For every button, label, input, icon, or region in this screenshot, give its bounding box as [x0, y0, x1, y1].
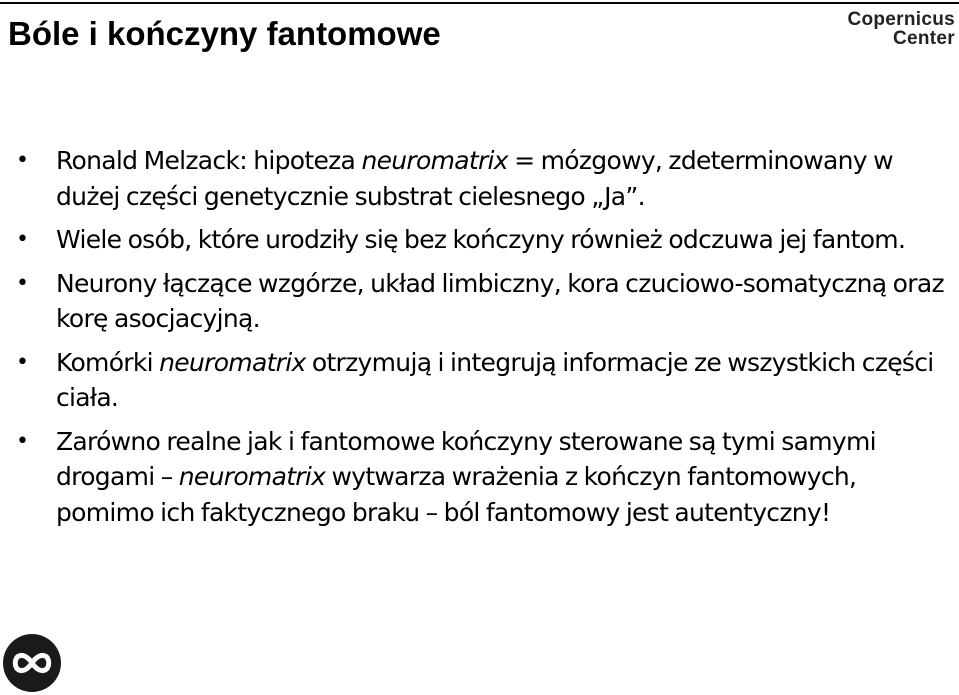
slide-title: Bóle i kończyny fantomowe [8, 15, 441, 52]
bullet-item [16, 424, 946, 531]
bullet-item [16, 345, 946, 416]
bullet-text: otrzymują i integrują informacje ze wszystkich części ciała. [56, 347, 934, 412]
bullet-text: Zarówno realne jak i fantomowe kończyny sterowane są tymi samymi drogami – [56, 426, 876, 491]
bullet-text: Ronald Melzack: hipoteza [56, 146, 362, 175]
bullet-item [16, 222, 946, 258]
bullet-text: Komórki [56, 347, 160, 377]
bullet-item [16, 266, 946, 337]
bullet-text: = mózgowy, zdeterminowany w dużej części genetycznie substrat cielesnego „Ja”. [56, 146, 893, 211]
bullet-text: Neurony łączące wzgórze, układ limbiczny, kora czuciowo-somatyczną oraz korę asocjacyjną. [56, 268, 944, 333]
bullet-list [16, 143, 946, 538]
copernicus-center-logo [847, 10, 955, 48]
bullet-dot-icon: • [16, 227, 29, 252]
bullet-emphasis: neuromatrix [178, 462, 326, 491]
infinity-icon [3, 634, 61, 692]
bullet-emphasis: neuromatrix [361, 146, 508, 175]
bullet-text: wytwarza wrażenia z kończyn fantomowych, pomimo ich faktycznego braku – ból fantomowy jest autentyczny! [56, 462, 857, 527]
bullet-dot-icon: • [16, 148, 29, 173]
bullet-emphasis: neuromatrix [159, 347, 306, 377]
top-rule [0, 2, 959, 4]
bullet-dot-icon: • [16, 428, 29, 454]
bullet-dot-icon: • [16, 270, 29, 296]
infinity-logo-icon [3, 634, 61, 692]
logo-line-2: Center [893, 28, 955, 49]
bullet-item [16, 143, 946, 214]
logo-line-1: Copernicus [847, 9, 955, 30]
bullet-dot-icon: • [16, 349, 29, 375]
bullet-text: Wiele osób, które urodziły się bez kończyny również odczuwa jej fantom. [56, 225, 906, 254]
